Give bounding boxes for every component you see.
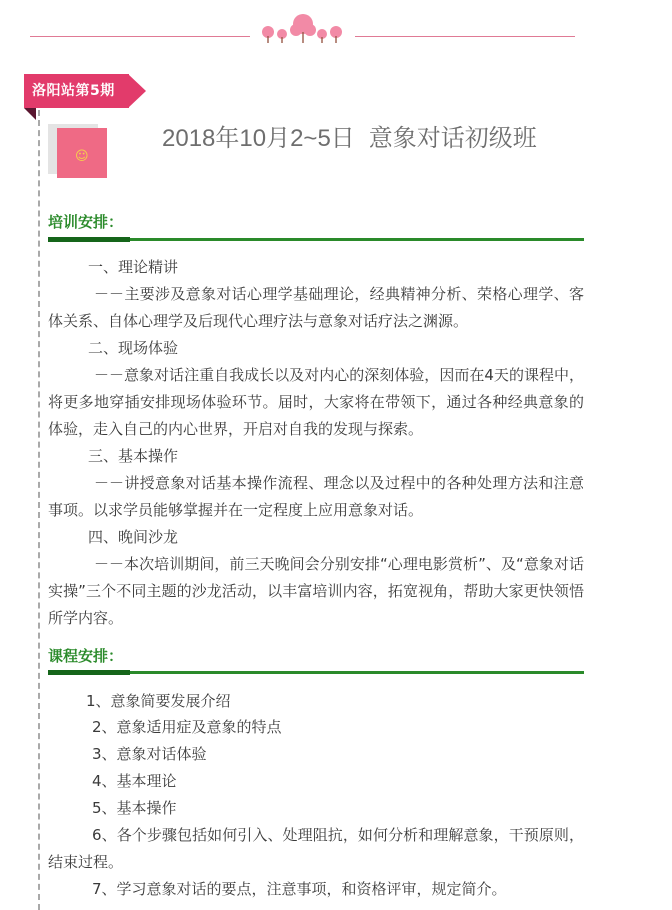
training-heading: 培训安排： xyxy=(48,213,124,231)
training-item-title: 二、现场体验 xyxy=(88,339,179,357)
course-item: 7、学习意象对话的要点，注意事项，和资格评审，规定简介。 xyxy=(92,880,507,898)
course-heading: 课程安排： xyxy=(48,647,124,665)
course-item: 6、各个步骤包括如何引入、处理阻抗，如何分析和理解意象，干预原则，结束过程。 xyxy=(48,826,584,871)
smiley-icon: ☺ xyxy=(75,149,89,164)
course-heading-rule xyxy=(48,671,584,674)
training-item-title: 三、基本操作 xyxy=(88,447,179,465)
timeline-dashed-line xyxy=(38,110,40,910)
page-title xyxy=(162,118,537,153)
session-tag-fold xyxy=(24,108,36,120)
header-divider-right xyxy=(355,36,575,37)
session-tag-arrow xyxy=(128,74,146,108)
training-item-body: －－本次培训期间，前三天晚间会分别安排“心理电影赏析”、及“意象对话实操”三个不同主题的沙龙活动，以丰富培训内容，拓宽视角，帮助大家更快领悟所学内容。 xyxy=(48,555,584,627)
course-item: 5、基本操作 xyxy=(92,799,177,817)
training-item-title: 四、晚间沙龙 xyxy=(88,528,179,546)
training-item-body: －－意象对话注重自我成长以及对内心的深刻体验，因而在4天的课程中，将更多地穿插安排现场体验环节。届时，大家将在带领下，通过各种经典意象的体验，走入自己的内心世界，开启对自我的发现与探索。 xyxy=(48,366,584,438)
title-course: 意象对话初级班 xyxy=(368,125,537,152)
header-divider-left xyxy=(30,36,250,37)
course-item: 4、基本理论 xyxy=(92,772,177,790)
training-heading-rule xyxy=(48,238,584,241)
course-item: 1、意象简要发展介绍 xyxy=(86,692,231,710)
training-item-body: －－讲授意象对话基本操作流程、理念以及过程中的各种处理方法和注意事项。以求学员能够掌握并在一定程度上应用意象对话。 xyxy=(48,474,584,519)
training-item-title: 一、理论精讲 xyxy=(88,258,179,276)
avatar xyxy=(57,128,107,178)
course-item: 3、意象对话体验 xyxy=(92,745,207,763)
training-item-body: －－主要涉及意象对话心理学基础理论，经典精神分析、荣格心理学、客体关系、自体心理学及后现代心理疗法与意象对话疗法之渊源。 xyxy=(48,285,584,330)
title-date: 2018年10月2~5日 xyxy=(162,125,355,152)
cherry-trees-icon xyxy=(258,10,348,44)
session-tag: 洛阳站第5期 xyxy=(24,74,129,108)
course-item: 2、意象适用症及意象的特点 xyxy=(92,718,282,736)
